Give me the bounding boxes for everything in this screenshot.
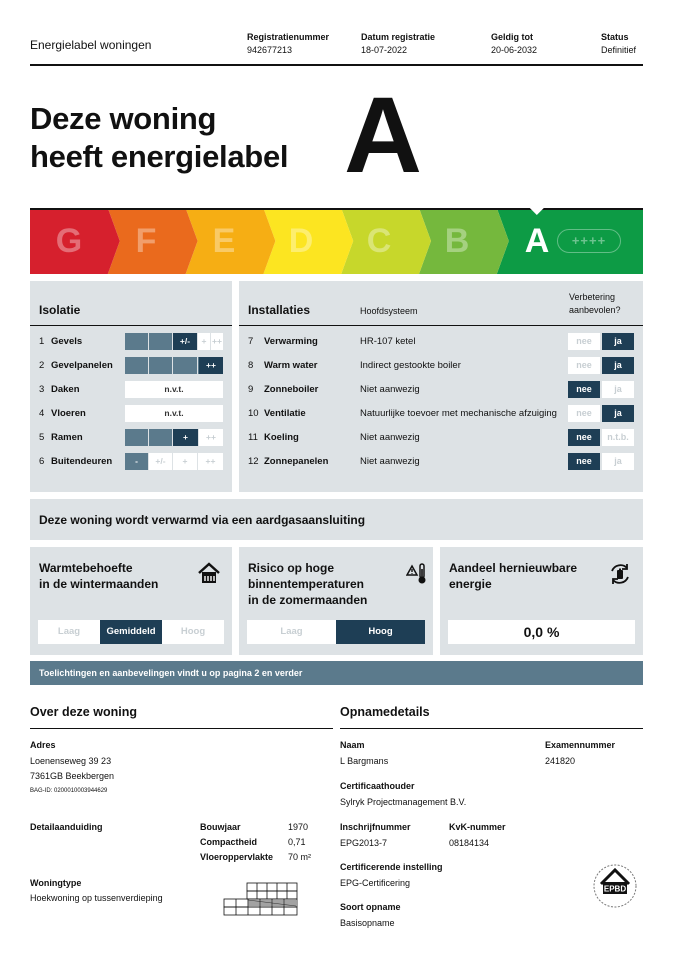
epbd-logo-text: EPBD [603, 884, 627, 894]
installatie-system: HR-107 ketel [360, 336, 416, 347]
scale-label-g: G [55, 222, 83, 260]
installatie-name: Warm water [264, 360, 318, 371]
soort-opname-label: Soort opname [340, 902, 401, 912]
scale-label-f: F [135, 222, 157, 260]
certificaathouder-value: Sylryk Projectmanagement B.V. [340, 797, 467, 807]
bouwjaar-value: 1970 [288, 822, 309, 832]
certificaathouder-label: Certificaathouder [340, 781, 415, 791]
isolatie-divider [30, 325, 232, 326]
epbd-logo [591, 862, 639, 910]
detail-label: Detailaanduiding [30, 822, 103, 832]
woning-divider [30, 728, 333, 729]
scale-label-c: C [366, 222, 392, 260]
warmte-selector [38, 620, 224, 644]
installatie-number: 10 [248, 408, 259, 419]
naam-value: L Bargmans [340, 756, 389, 766]
valid-until: Geldig tot 20-06-2032 [491, 32, 538, 55]
option-nee: nee [568, 333, 600, 350]
hero-heading: Deze woning heeft energielabel [30, 101, 289, 174]
installatie-name: Ventilatie [264, 408, 306, 419]
installatie-system: Niet aanwezig [360, 456, 420, 467]
soort-opname-value: Basisopname [340, 918, 395, 928]
risico-option-hoog: Hoog [336, 620, 425, 644]
isolatie-panel: Isolatie 1 Gevels +/- + ++ 2 Gevelpanelen ++ 3 Daken n.v.t. 4 Vloeren n.v.t. 5 Ramen + ++ 6 Buitendeuren - +/- + ++ [30, 281, 232, 492]
hernieuwbaar-value-box [448, 620, 635, 644]
document-header [30, 30, 643, 66]
verbetering-indicator [568, 453, 634, 470]
rating-vloeren: n.v.t. [125, 405, 223, 422]
option-ja: n.t.b. [602, 429, 634, 446]
installatie-system: Niet aanwezig [360, 384, 420, 395]
status: Status Definitief [601, 32, 637, 55]
renewable-energy-icon [608, 562, 632, 586]
building-type-icon [222, 880, 302, 920]
option-nee: nee [568, 405, 600, 422]
verbetering-indicator [568, 333, 634, 350]
risico-title: Risico op hoge binnentemperaturen in de zomermaanden [248, 561, 368, 607]
scale-top-border [30, 208, 643, 210]
inschrijfnummer-label: Inschrijfnummer [340, 822, 411, 832]
option-nee: nee [568, 429, 600, 446]
heating-note: Deze woning wordt verwarmd via een aardgasaansluiting [39, 513, 366, 527]
installatie-number: 9 [248, 384, 254, 395]
installatie-number: 12 [248, 456, 259, 467]
info-bar: Toelichtingen en aanbevelingen vindt u op pagina 2 en verder [30, 661, 643, 685]
kvk-value: 08184134 [449, 838, 490, 848]
option-ja: ja [602, 381, 634, 398]
document-title: Energielabel woningen [30, 38, 152, 52]
installatie-name: Zonneboiler [264, 384, 319, 395]
scale-label-d: D [288, 222, 314, 260]
compactheid-label: Compactheid [200, 837, 258, 847]
rating-gevels: +/- + ++ [125, 333, 223, 350]
examennummer-label: Examennummer [545, 740, 616, 750]
warmte-option-hoog: Hoog [180, 626, 206, 637]
scale-label-b: B [444, 222, 470, 260]
rating-ramen: + ++ [125, 429, 223, 446]
opname-divider [340, 728, 643, 729]
installatie-system: Natuurlijke toevoer met mechanische afzuiging [360, 408, 557, 419]
hoofdsysteem-header: Hoofdsysteem [360, 306, 418, 316]
address-label: Adres [30, 740, 56, 750]
rating-gevelpanelen: ++ [125, 357, 223, 374]
scale-label-a: A [524, 222, 550, 260]
verbetering-indicator [568, 357, 634, 374]
rating-daken: n.v.t. [125, 381, 223, 398]
warmtebehoefte-panel [30, 547, 232, 655]
installatie-name: Verwarming [264, 336, 318, 347]
address-line-1: Loenenseweg 39 23 [30, 756, 112, 766]
bouwjaar-label: Bouwjaar [200, 822, 241, 832]
verbetering-indicator [568, 429, 634, 446]
instelling-value: EPG-Certificering [340, 878, 411, 888]
inschrijfnummer-value: EPG2013-7 [340, 838, 388, 848]
option-ja: ja [602, 333, 634, 350]
verbetering-indicator [568, 381, 634, 398]
option-nee: nee [568, 453, 600, 470]
naam-label: Naam [340, 740, 365, 750]
installaties-title: Installaties [248, 303, 311, 317]
heating-note-panel [30, 499, 643, 540]
instelling-label: Certificerende instelling [340, 862, 443, 872]
warmte-option-laag: Laag [57, 626, 81, 637]
risico-selector [247, 620, 425, 644]
house-heat-icon [197, 562, 221, 584]
energy-label-scale [30, 208, 643, 274]
warmtebehoefte-title: Warmtebehoefte in de wintermaanden [39, 561, 159, 591]
thermometer-warning-icon [406, 562, 428, 586]
verbetering-header: Verbetering aanbevolen? [569, 292, 621, 315]
option-nee: nee [568, 381, 600, 398]
option-ja: ja [602, 357, 634, 374]
option-nee: nee [568, 357, 600, 374]
installatie-system: Niet aanwezig [360, 432, 420, 443]
option-ja: ja [602, 405, 634, 422]
verbetering-indicator [568, 405, 634, 422]
bag-id: BAG-ID: 0200010003944629 [30, 788, 108, 794]
registration-number: Registratienummer 942677213 [247, 32, 330, 55]
woningtype-label: Woningtype [30, 878, 82, 888]
registration-date: Datum registratie 18-07-2022 [361, 32, 436, 55]
risico-panel [239, 547, 433, 655]
rating-buitendeuren: - +/- + ++ [125, 453, 223, 470]
compactheid-value: 0,71 [288, 837, 306, 847]
installaties-divider [239, 325, 643, 326]
option-ja: ja [602, 453, 634, 470]
opname-section-title: Opnamedetails [340, 705, 430, 719]
installatie-number: 8 [248, 360, 254, 371]
vloeroppervlakte-label: Vloeroppervlakte [200, 852, 274, 862]
examennummer-value: 241820 [545, 756, 576, 766]
hernieuwbaar-panel [440, 547, 643, 655]
installaties-panel [239, 281, 643, 492]
scale-plus-indicator: ++++ [557, 229, 621, 253]
risico-option-laag: Laag [280, 626, 303, 637]
hero-energy-label: A [344, 74, 422, 195]
installatie-name: Zonnepanelen [264, 456, 329, 467]
address-line-2: 7361GB Beekbergen [30, 771, 115, 781]
installatie-number: 11 [248, 432, 258, 443]
isolatie-title: Isolatie [39, 303, 81, 317]
kvk-label: KvK-nummer [449, 822, 506, 832]
hernieuwbaar-value: 0,0 % [523, 624, 560, 640]
installatie-system: Indirect gestookte boiler [360, 360, 461, 371]
woning-section-title: Over deze woning [30, 705, 137, 719]
installatie-name: Koeling [264, 432, 299, 443]
installatie-number: 7 [248, 336, 254, 347]
scale-label-e: E [212, 222, 236, 260]
hernieuwbaar-title: Aandeel hernieuwbare energie [449, 561, 578, 591]
warmte-option-gemiddeld: Gemiddeld [100, 620, 162, 644]
vloeroppervlakte-value: 70 m² [288, 852, 312, 862]
woningtype-value: Hoekwoning op tussenverdieping [30, 893, 163, 903]
